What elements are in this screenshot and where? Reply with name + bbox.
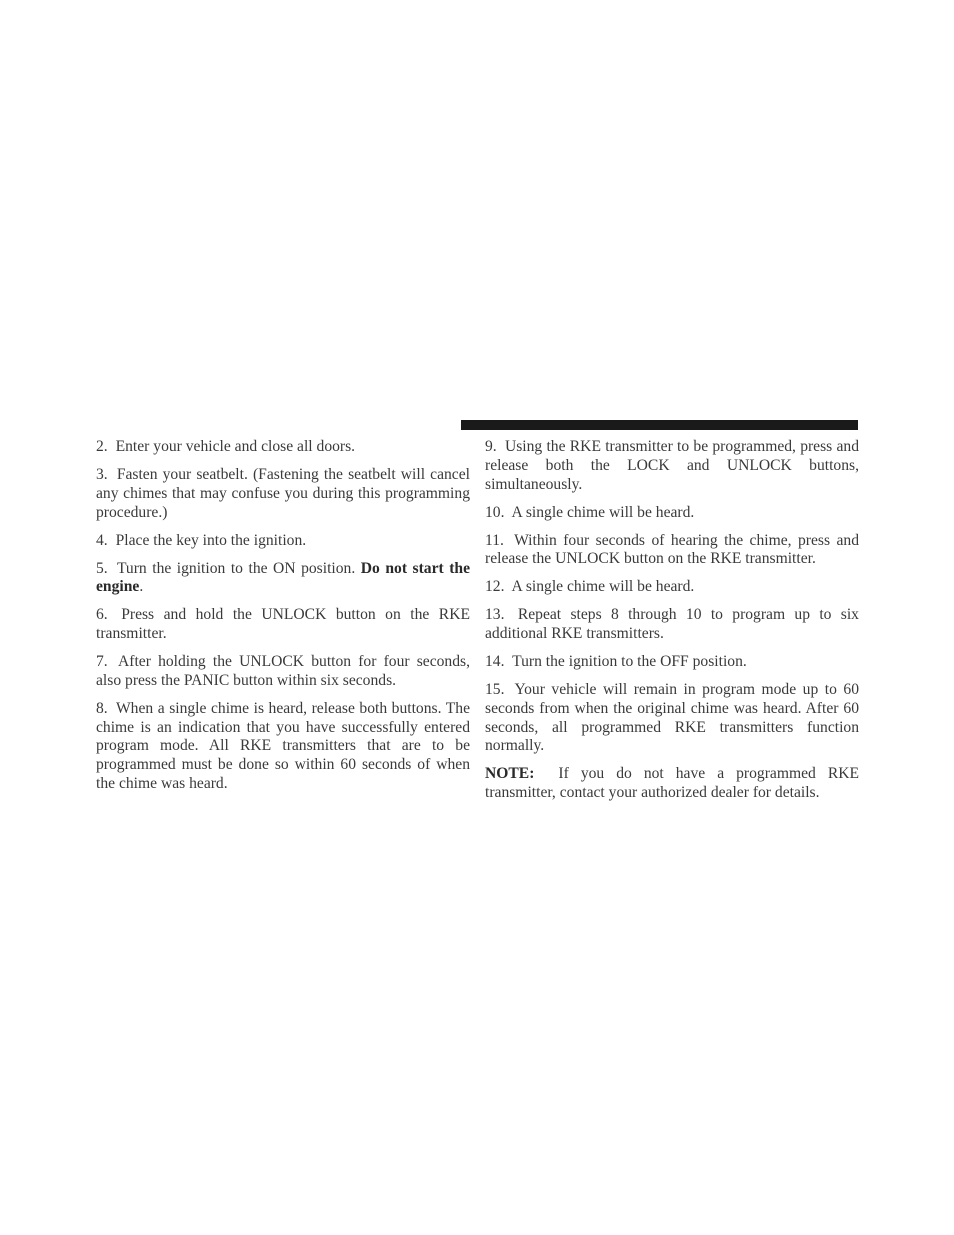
step-4: 4. Place the key into the ignition. — [96, 531, 307, 549]
note: NOTE: If you do not have a programmed RKE transmitter, contact your authorized dealer for details. — [485, 765, 860, 802]
step-5-warning: Do not start the engine — [96, 559, 471, 596]
section-header-bar — [461, 420, 858, 430]
step-14: 14. Turn the ignition to the OFF position. — [485, 653, 747, 671]
step-10: 10. A single chime will be heard. — [485, 503, 695, 521]
left-column — [96, 438, 470, 803]
step-12: 12. A single chime will be heard. — [485, 578, 695, 596]
step-8: 8. When a single chime is heard, release both buttons. The chime is an indication that you have successfully entered program mode. All RKE transmitters that are to be programmed must be done so within 60 seconds of when the chime was heard. — [96, 699, 470, 793]
step-7: 7. After holding the UNLOCK button for four seconds, also press the PANIC button within six seconds. — [96, 653, 470, 689]
step-13: 13. Repeat steps 8 through 10 to program up to six additional RKE transmitters. — [485, 606, 859, 643]
note-label: NOTE: — [485, 765, 535, 783]
step-9: 9. Using the RKE transmitter to be programmed, press and release both the LOCK and UNLOCK buttons, simultaneously. — [485, 438, 860, 493]
right-column — [485, 438, 859, 812]
step-6: 6. Press and hold the UNLOCK button on the RKE transmitter. — [96, 606, 470, 643]
step-11: 11. Within four seconds of hearing the chime, press and release the UNLOCK button on the RKE transmitter. — [485, 531, 859, 568]
step-3: 3. Fasten your seatbelt. (Fastening the seatbelt will cancel any chimes that may confuse you during this programming procedure.) — [96, 465, 470, 521]
step-15: 15. Your vehicle will remain in program mode up to 60 seconds from when the original chime was heard. After 60 seconds, all programmed RKE transmitters function normally. — [485, 681, 859, 755]
step-2: 2. Enter your vehicle and close all doors. — [96, 438, 356, 455]
step-5: 5. Turn the ignition to the ON position. Do not start the engine. — [96, 559, 471, 596]
